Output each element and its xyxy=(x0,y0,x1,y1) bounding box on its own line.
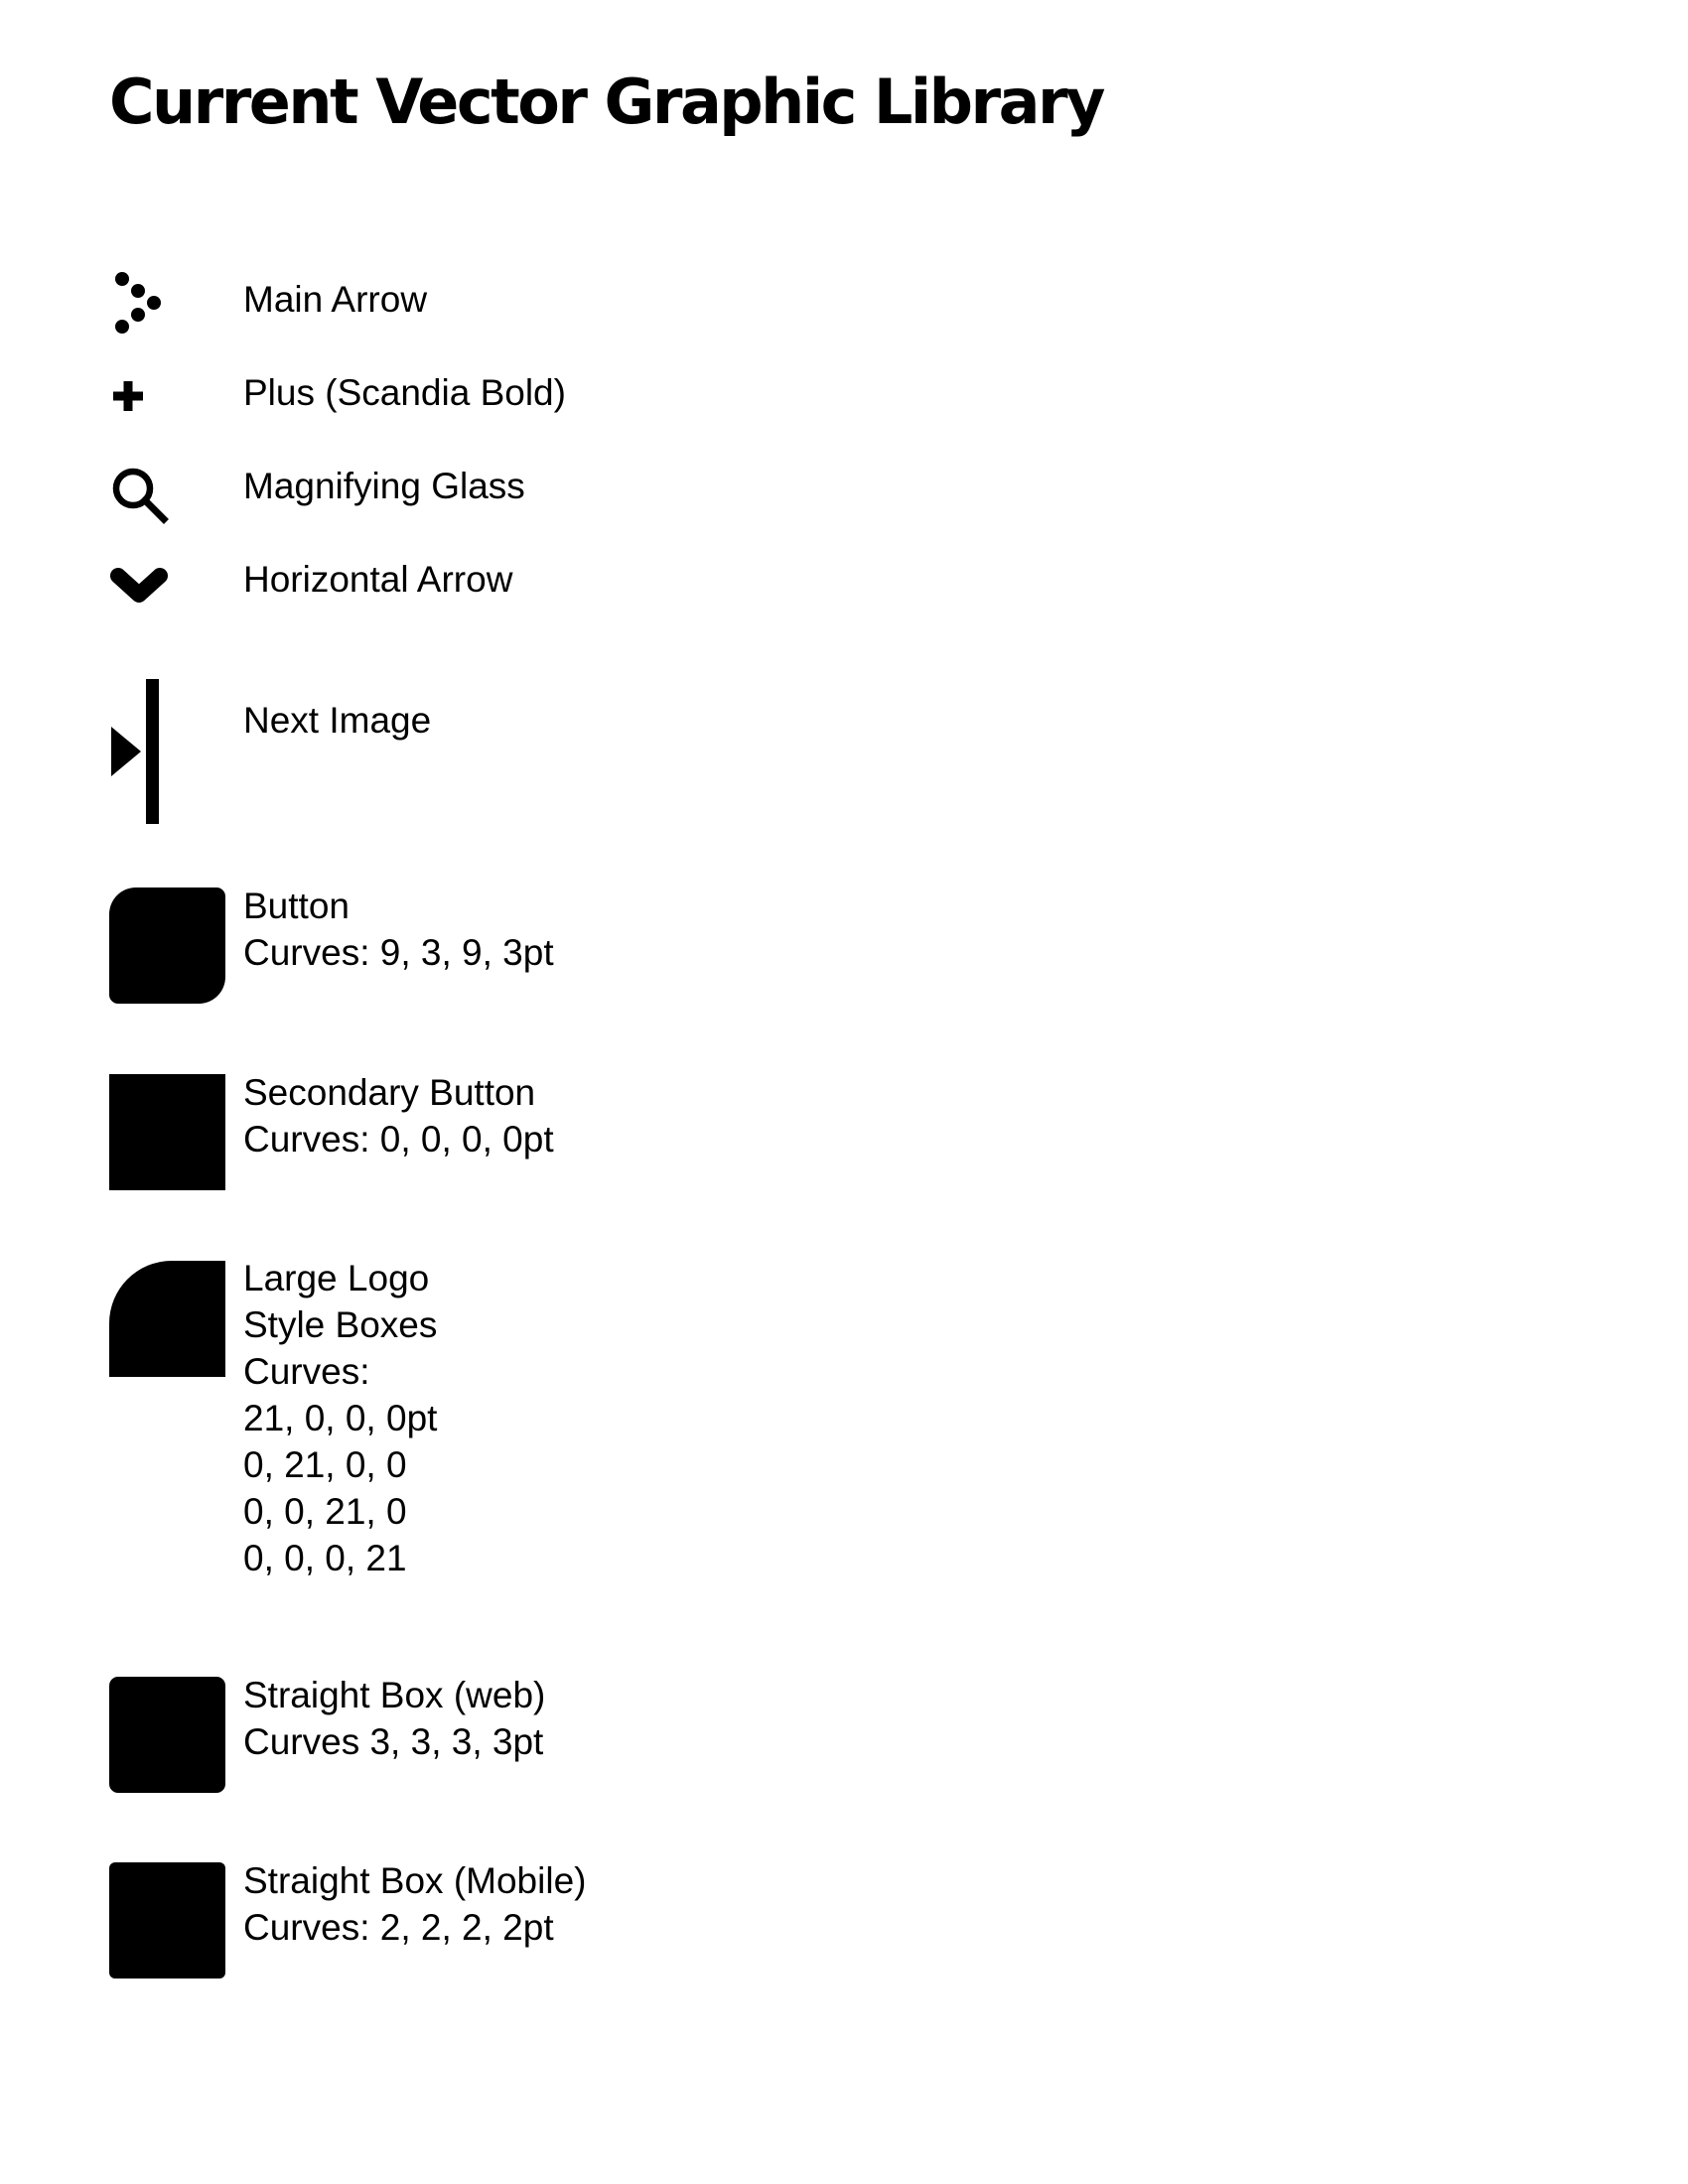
label-line: Curves: 9, 3, 9, 3pt xyxy=(243,932,554,973)
label-line: 0, 21, 0, 0 xyxy=(243,1444,407,1485)
label-line: Horizontal Arrow xyxy=(243,559,513,600)
label-line: Curves: 0, 0, 0, 0pt xyxy=(243,1119,554,1160)
label-line: 21, 0, 0, 0pt xyxy=(243,1398,438,1438)
label-line: Magnifying Glass xyxy=(243,466,525,506)
label-line: Straight Box (Mobile) xyxy=(243,1860,587,1901)
straight-box-web-shape-icon xyxy=(109,1677,225,1793)
label-line: Straight Box (web) xyxy=(243,1675,546,1715)
straight-box-web-label xyxy=(243,1672,545,1765)
straight-box-mobile-label xyxy=(243,1857,586,1951)
magnifying-glass-icon xyxy=(111,467,169,524)
large-logo-box-shape-icon xyxy=(109,1261,225,1377)
label-line: Curves 3, 3, 3, 3pt xyxy=(243,1721,544,1762)
plus-label xyxy=(243,369,566,416)
label-line: 0, 0, 21, 0 xyxy=(243,1491,407,1532)
horizontal-arrow-label xyxy=(243,556,512,603)
label-line: Plus (Scandia Bold) xyxy=(243,372,566,413)
page-title: Current Vector Graphic Library xyxy=(109,66,1103,138)
button-shape-icon xyxy=(109,887,225,1004)
label-line: 0, 0, 0, 21 xyxy=(243,1538,407,1578)
main-arrow-label xyxy=(243,276,427,323)
label-line: Curves: xyxy=(243,1351,370,1392)
label-line: Main Arrow xyxy=(243,279,428,320)
label-line: Next Image xyxy=(243,700,432,741)
horizontal-arrow-icon xyxy=(109,564,169,608)
next-image-icon xyxy=(111,679,161,824)
label-line: Style Boxes xyxy=(243,1304,438,1345)
label-line: Large Logo xyxy=(243,1258,430,1298)
large-logo-label xyxy=(243,1255,437,1581)
magnifying-glass-label xyxy=(243,463,525,509)
next-image-label xyxy=(243,697,431,744)
label-line: Secondary Button xyxy=(243,1072,536,1113)
plus-icon xyxy=(113,381,143,411)
button-label xyxy=(243,883,554,976)
secondary-button-label xyxy=(243,1069,554,1162)
straight-box-mobile-shape-icon xyxy=(109,1862,225,1979)
label-line: Button xyxy=(243,886,350,926)
main-arrow-icon xyxy=(111,270,165,336)
secondary-button-shape-icon xyxy=(109,1074,225,1190)
label-line: Curves: 2, 2, 2, 2pt xyxy=(243,1907,554,1948)
